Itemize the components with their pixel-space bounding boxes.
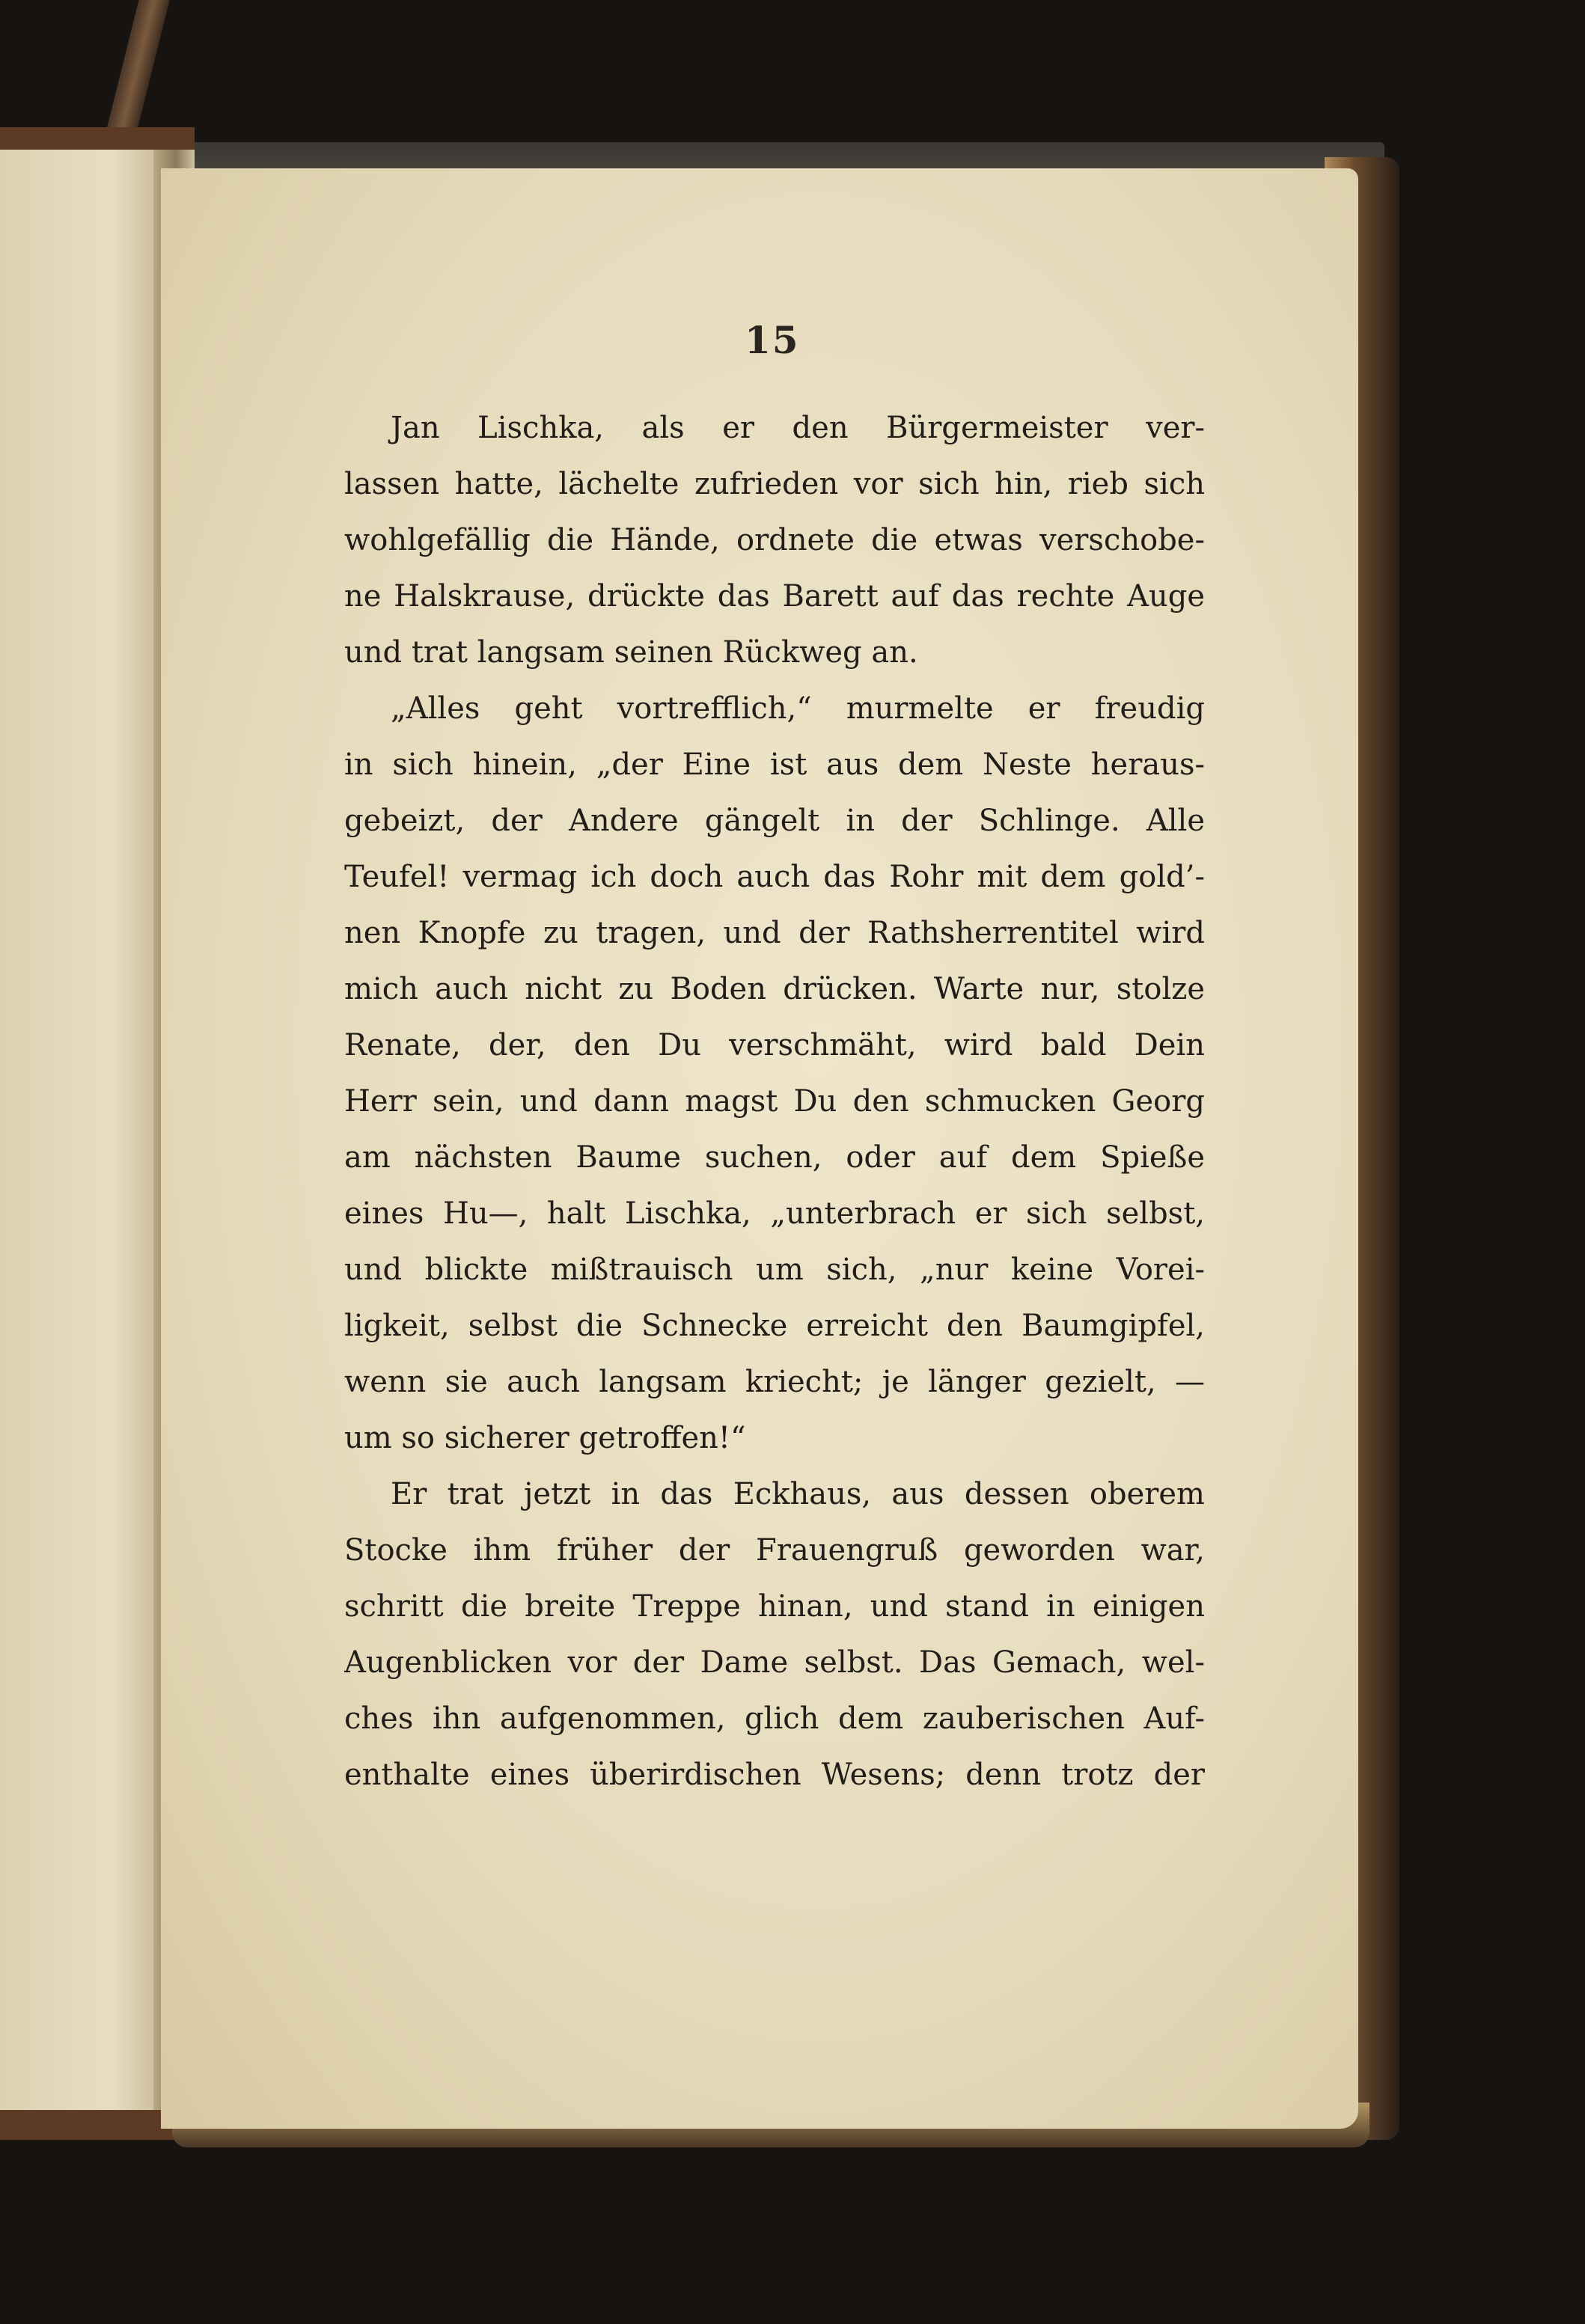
page-number: 15 [745, 318, 800, 362]
text-line: Er trat jetzt in das Eckhaus, aus dessen oberem [391, 1477, 1205, 1511]
text-line: und trat langsam seinen Rückweg an. [344, 635, 918, 670]
text-line: ligkeit, selbst die Schnecke erreicht den Baumgipfel, [344, 1309, 1205, 1343]
text-line: am nächsten Baume suchen, oder auf dem Spieße [344, 1140, 1205, 1175]
text-line: wenn sie auch langsam kriecht; je länger gezielt, — [344, 1365, 1205, 1399]
text-line: gebeizt, der Andere gängelt in der Schlinge. Alle [344, 804, 1205, 838]
text-line: und blickte mißtrauisch um sich, „nur keine Vorei- [344, 1253, 1205, 1287]
body-text [344, 400, 1205, 1803]
text-line: enthalte eines überirdischen Wesens; denn trotz der [344, 1758, 1205, 1792]
text-line: eines Hu—, halt Lischka, „unterbrach er sich selbst, [344, 1196, 1205, 1231]
text-line: schritt die breite Treppe hinan, und stand in einigen [344, 1589, 1205, 1624]
text-line: mich auch nicht zu Boden drücken. Warte nur, stolze [344, 972, 1205, 1006]
text-line: Herr sein, und dann magst Du den schmucken Georg [344, 1084, 1205, 1119]
text-line: Augenblicken vor der Dame selbst. Das Gemach, wel- [344, 1645, 1205, 1680]
text-line: Teufel! vermag ich doch auch das Rohr mit dem gold’- [344, 860, 1205, 894]
text-line: Renate, der, den Du verschmäht, wird bald Dein [344, 1028, 1205, 1062]
text-line: um so sicherer getroffen!“ [344, 1421, 746, 1455]
text-line: ches ihn aufgenommen, glich dem zauberischen Auf- [344, 1701, 1205, 1736]
text-line: in sich hinein, „der Eine ist aus dem Neste heraus- [344, 747, 1205, 782]
text-line: „Alles geht vortrefflich,“ murmelte er freudig [391, 691, 1205, 726]
text-line: Stocke ihm früher der Frauengruß geworden war, [344, 1533, 1205, 1568]
text-line: Jan Lischka, als er den Bürgermeister ver- [391, 411, 1205, 445]
text-line: wohlgefällig die Hände, ordnete die etwas verschobe- [344, 523, 1205, 557]
text-line: lassen hatte, lächelte zufrieden vor sich hin, rieb sich [344, 467, 1205, 501]
text-line: nen Knopfe zu tragen, und der Rathsherrentitel wird [344, 916, 1205, 950]
text-line: ne Halskrause, drückte das Barett auf das rechte Auge [344, 579, 1205, 614]
